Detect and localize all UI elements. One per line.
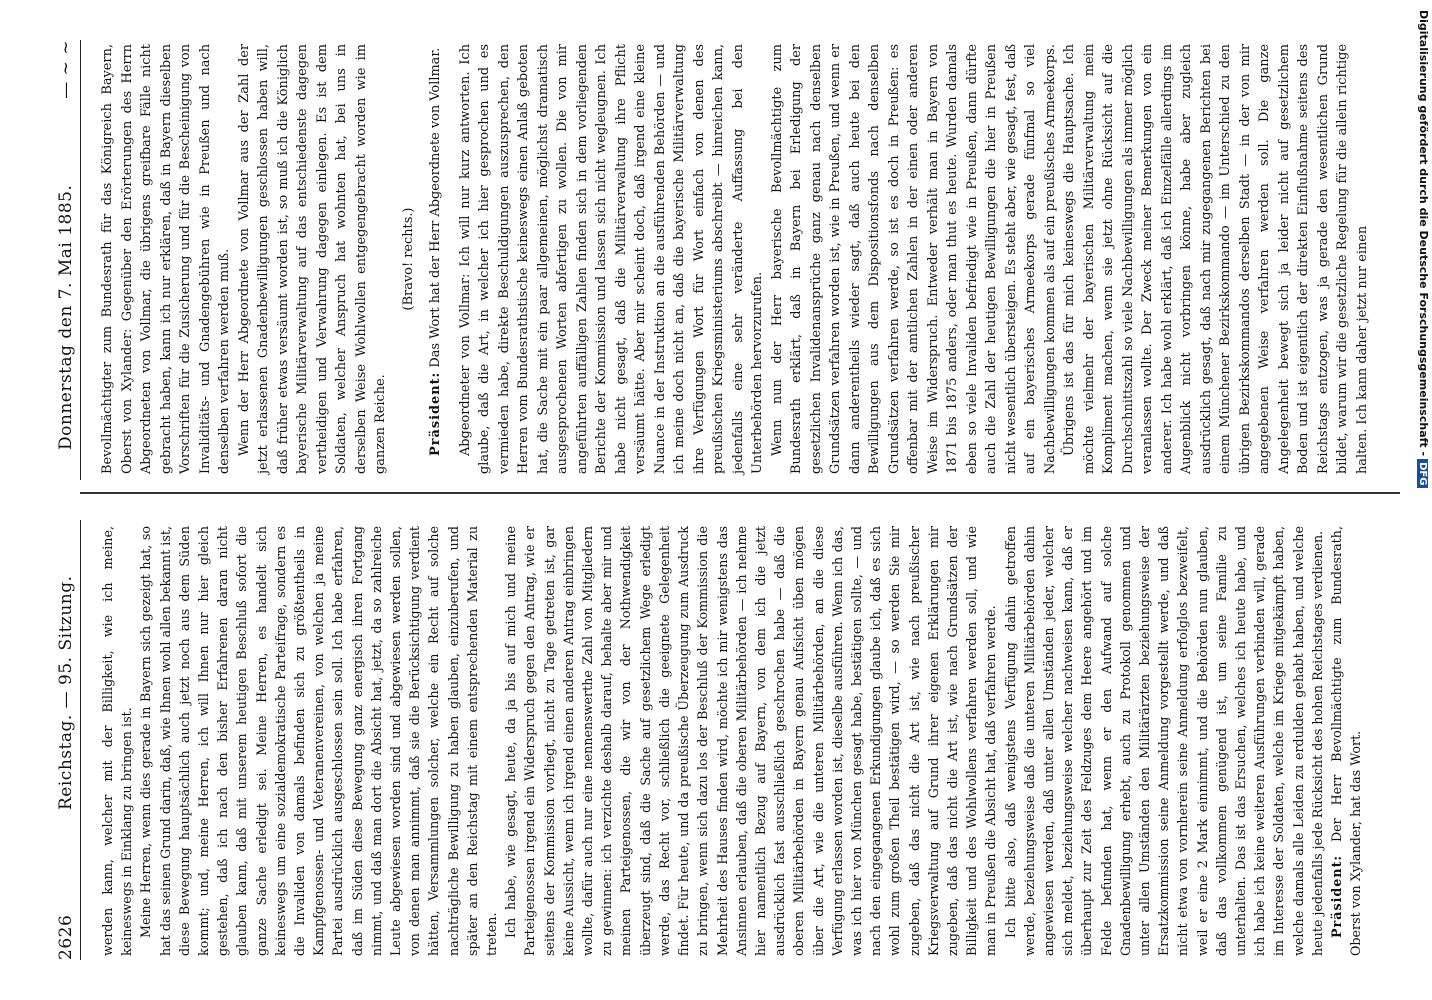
credit-text: Digitalisierung gefördert durch die Deutsche Forschungsgemeinschaft - bbox=[1417, 10, 1430, 457]
speaker-label: Präsident: bbox=[1329, 854, 1344, 938]
stage-direction bbox=[399, 44, 419, 474]
paragraph bbox=[98, 526, 136, 956]
paragraph-text: Wenn nun der Herr bayerische Bevollmächtigte zum Bundesrath erklärt, daß in Bayern bei Erledigung der gesetzlichen Invalidenansprüche ganz genau nach denselben Grundsätzen verfahren worden ist, wie in Preußen, und wenn er dann anderentheils wieder sagt, daß auch heute bei den Bewilligungen aus dem Dispositionsfonds nach denselben Grundsätzen verfahren werde, so ist es doch in Preußen: es offenbar mit der amtlichen Zahlen in der einen oder anderen Weise im Widerspruch. Entweder verhält man in Bayern von 1871 bis 1875 anders, oder man thut es heute. Wurden damals eben so viele Invaliden befriedigt wie in Preußen, dann dürfte auch die Zahl der heutigen Bewilligungen die hier in Preußen nicht wesentlich übersteigen. Es steht aber, wie gesagt, fest, daß auf ein bayerisches Armeekorps gerade fünfmal so viel Nachbewilligungen kommen als auf ein preußisches Armeekorps. bbox=[769, 44, 1058, 474]
paragraph-text: Der Herr Bevollmächtigte zum Bundesrath, Oberst von Xylander, hat das Wort. bbox=[1329, 526, 1364, 956]
paragraph bbox=[1327, 526, 1365, 956]
head-mark: — ~ ~ bbox=[56, 40, 76, 99]
digitization-credit bbox=[1414, 0, 1430, 1000]
paragraph-text: Abgeordneter von Vollmar: Ich will nur kurz antworten. Ich glaube, daß die Art, in welcher ich hier gesprochen und es vermieden habe, direkte Beschuldigungen auszusprechen, den Herren vom Bundesrathstische keineswegs einen Anlaß geboten hat, die Sache mit ein paar allgemeinen, möglichst dramatisch ausgesprochenen Worten abfertigen zu wollen. Die von mir angeführten auffälligen Zahlen finden sich in dem vorliegenden Berichte der Kommission und lassen sich nicht wegleugnen. Ich habe nicht gesagt, daß die Militärverwaltung ihre Pflicht versäumt hätte. Aber mir scheint doch, daß irgend eine kleine Nuance in der Instruktion an die ausführenden Behörden — und ich meine doch nicht an, daß die bayerische Militärverwaltung ihre Verfügungen Wort für Wort einfach von denen des preußischen Kriegsministeriums abschreibt — hinreichen kann, jedenfalls eine sehr veränderte Auffassung bei den Unterbehörden hervorzurufen. bbox=[457, 44, 765, 474]
page-number: 2626 bbox=[56, 914, 76, 960]
paragraph bbox=[1060, 44, 1372, 474]
paragraph-text: werden kann, welcher mit der Billigkeit, wie ich meine, keineswegs in Einklang zu bringen ist. bbox=[100, 526, 135, 956]
dfg-logo: DFG bbox=[1417, 459, 1428, 488]
session-date: Donnerstag den 7. Mai 1885. bbox=[56, 184, 76, 450]
paragraph-text: Das Wort hat der Herr Abgeordnete von Vollmar. bbox=[428, 47, 443, 368]
paragraph bbox=[235, 44, 391, 474]
paragraph bbox=[456, 44, 768, 474]
speaker-label: Präsident: bbox=[428, 371, 443, 456]
paragraph-text: Wenn der Herr Abgeordnete von Vollmar aus der Zahl der jetzt erlassenen Gnadenbewilligungen geschlossen haben will, daß früher etwas versäumt worden ist, so muß ich die Königlich bayerische Militärverwaltung auf das entschiedenste dagegen vertheidigen und Verwahrung dagegen einlegen. Es ist dem Soldaten, welcher Anspruch hat wohnten hat, bei uns in derselben Weise Wohlwollen entgegengebracht worden wie im ganzen Reiche. bbox=[236, 44, 388, 474]
paragraph-text: Bevollmächtigter zum Bundesrath für das Königreich Bayern, Oberst von Xylander: Gegenüber den Erörterungen des Herrn Abgeordneten von Vollmar, die übrigens greifbare Fälle nicht gebracht haben, kann ich nur erklären, daß in Bayern dieselben Vorschriften für die Zusicherung und für die Bescheinigung von Invaliditäts- und Gnadengebühren wie in Preußen und nach denselben verfahren werden muß. bbox=[100, 44, 232, 474]
text-column-left bbox=[98, 526, 1365, 956]
paragraph bbox=[98, 44, 235, 474]
column-divider bbox=[80, 493, 1400, 495]
paragraph bbox=[1001, 526, 1327, 956]
paragraph bbox=[768, 44, 1061, 474]
text-column-right bbox=[98, 44, 1372, 474]
paragraph bbox=[501, 526, 1000, 956]
header-rule-right bbox=[80, 40, 81, 480]
paragraph-text: (Bravo! rechts.) bbox=[400, 207, 416, 311]
paragraph bbox=[426, 44, 446, 474]
paragraph-text: Übrigens ist das für mich keineswegs die Hauptsache. Ich möchte vielmehr der bayerischen Militärverwaltung mein Kompliment machen, wenn sie jetzt ohne Rücksicht auf die Durchschnittszahl so viele Nachbewilligungen als immer möglich veranlassen wollte. Der Zweck meiner Bemerkungen von ein anderer. Ich habe wohl erklärt, daß ich Einzelfälle allerdings im Augenblick nicht vorbringen könne, habe aber zugleich ausdrücklich gesagt, daß nach mir zugegangenen Berichten bei einem Münchener Bezirkskommando — im Unterschied zu den übrigen Bezirkskommandos derselben Stadt — in der von mir angegebenen Weise verfahren werden soll. Die ganze Angelegenheit bewegt sich ja leider nicht auf gesetzlichem Boden und ist eigentlich der direkten Einflußnahme seitens des Reichstags entzogen, was ja gerade den wesentlichen Grund bildet, warum wir die gesetzliche Regelung für die allein richtige halten. Ich kann daher jetzt nur einen bbox=[1062, 44, 1370, 474]
paragraph-gap bbox=[446, 44, 456, 474]
paragraph-text: Meine Herren, wenn dies gerade in Bayern sich gezeigt hat, so hat das seinen Grund darin, daß, wie Ihnen wohl allen bekannt ist, diese Bewegung hauptsächlich auch jetzt noch aus dem Süden kommt; und, meine Herren, ich will Ihnen nur hier gleich gestehen, daß ich nach den bisher Erfahrenen daran nicht glauben kann, daß mit unserem heutigen Beschluß sofort die ganze Sache erledigt sei. Meine Herren, es handelt sich keineswegs um eine sozialdemokratische Parteifrage, sondern es die Invaliden von damals befinden sich zu größtentheils in Kampfgenossen- und Veteranenvereinen, von welchen ja meine Partei ausdrücklich ausgeschlossen sein soll. Ich habe erfahren, daß im Süden diese Bewegung ganz energisch ihren Fortgang nimmt, und daß man dort die Absicht hat, jetzt, da so zahlreiche Leute abgewiesen worden sind und abgewiesen werden sollen, von denen man annimmt, daß sie die Berücksichtigung verdient hätten, Versammlungen solcher, welche ein Recht auf solche nachträgliche Bewilligung zu haben glauben, einzuberufen, und später an den Reichstag mit einem entsprechenden Material zu treten. bbox=[138, 526, 500, 956]
paragraph bbox=[136, 526, 501, 956]
header-rule-left bbox=[80, 520, 81, 960]
paragraph-text: Ich habe, wie gesagt, heute, da ja bis auf mich und meine Parteigenossen irgend ein Widerspruch gegen den Antrag, wie er seitens der Kommission vorliegt, nicht zu Tage getreten ist, gar keine Aussicht, wenn ich irgend einen anderen Antrag einbringen wollte, dafür auch nur eine nennenswerthe Zahl von Mitgliedern zu gewinnen: ich verzichte deshalb darauf, behalte aber mir und meinen Parteigenossen, die wir von der Nothwendigkeit überzeugt sind, daß die Sache auf gesetzlichem Wege erledigt werde, das Recht vor, schließlich die geeignete Gelegenheit findet. Für heute, und da preußische Überzeugung zum Ausdruck zu bringen, wenn sich dazu los der Beschluß der Kommission die Mehrheit des Hauses finden wird, möchte ich mir wenigstens das Ansinnen erlauben, daß die oberen Militärbehörden — ich nehme hier namentlich Bezug auf Bayern, von dem ich die jetzt ausdrücklich fast ausschließlich geschrochen habe — daß die oberen Militärbehörden in Bayern genau Aufsicht üben mögen über die Art, wie die unteren Militärbehörden, an die diese Verfügung erlassen worden ist, dieselbe ausführen. Wenn ich das, was ich hier von München gesagt habe, bestätigen sollte, — und nach den eingegangenen Erkundigungen glaube ich, daß es sich wohl zum großen Theil bestätigen wird, — so werden Sie mir zugeben, daß das nicht die Art ist, wie nach preußischer Kriegsverwaltung auf Grund ihrer eigenen Erklärungen mir zugeben, daß das nicht die Art ist, wie nach Grundsätzen der Billigkeit und des Wohlwollens verfahren werden soll, und wie man in Preußen die Absicht hat, daß verfahren werde. bbox=[503, 526, 999, 956]
session-title: Reichstag. — 95. Sitzung. bbox=[56, 575, 76, 810]
document-page bbox=[20, 40, 1400, 960]
paragraph-text: Ich bitte also, daß wenigstens Verfügung dahin getroffen werde, beziehungsweise daß die unteren Militärbehörden dahin angewiesen werden, daß unter allen Umständen jeder, welcher sich meldet, beziehungsweise welcher nachweisen kann, daß er überhaupt zur Zeit des Feldzuges dem Heere angehört und im Felde befunden hat, wenn er den Aufwand auf solche Gnadenbewilligung erhebt, auch zu Protokoll genommen und unter allen Umständen den Militärärzten beziehungsweise der Ersatzkommission seine Anmeldung vorgestellt werde, und daß nicht etwa von vornherein seine Anmeldung erfolglos bezweifelt, weil er eine 2 Mark einnimmt, und die Behörden nun glauben, daß das vollkommen genügend ist, um seine Familie zu unterhalten. Das ist das Ersuchen, welches ich heute habe, und ich habe ich keine weiteren Ausführungen verbinden will, gerade im Interesse der Soldaten, welche im Kriege mitgekämpft haben, welche damals alle Leiden zu erdulden gehabt haben, und welche heute jedenfalls jede Rücksicht des hohen Reichstages verdienen. bbox=[1002, 526, 1325, 956]
